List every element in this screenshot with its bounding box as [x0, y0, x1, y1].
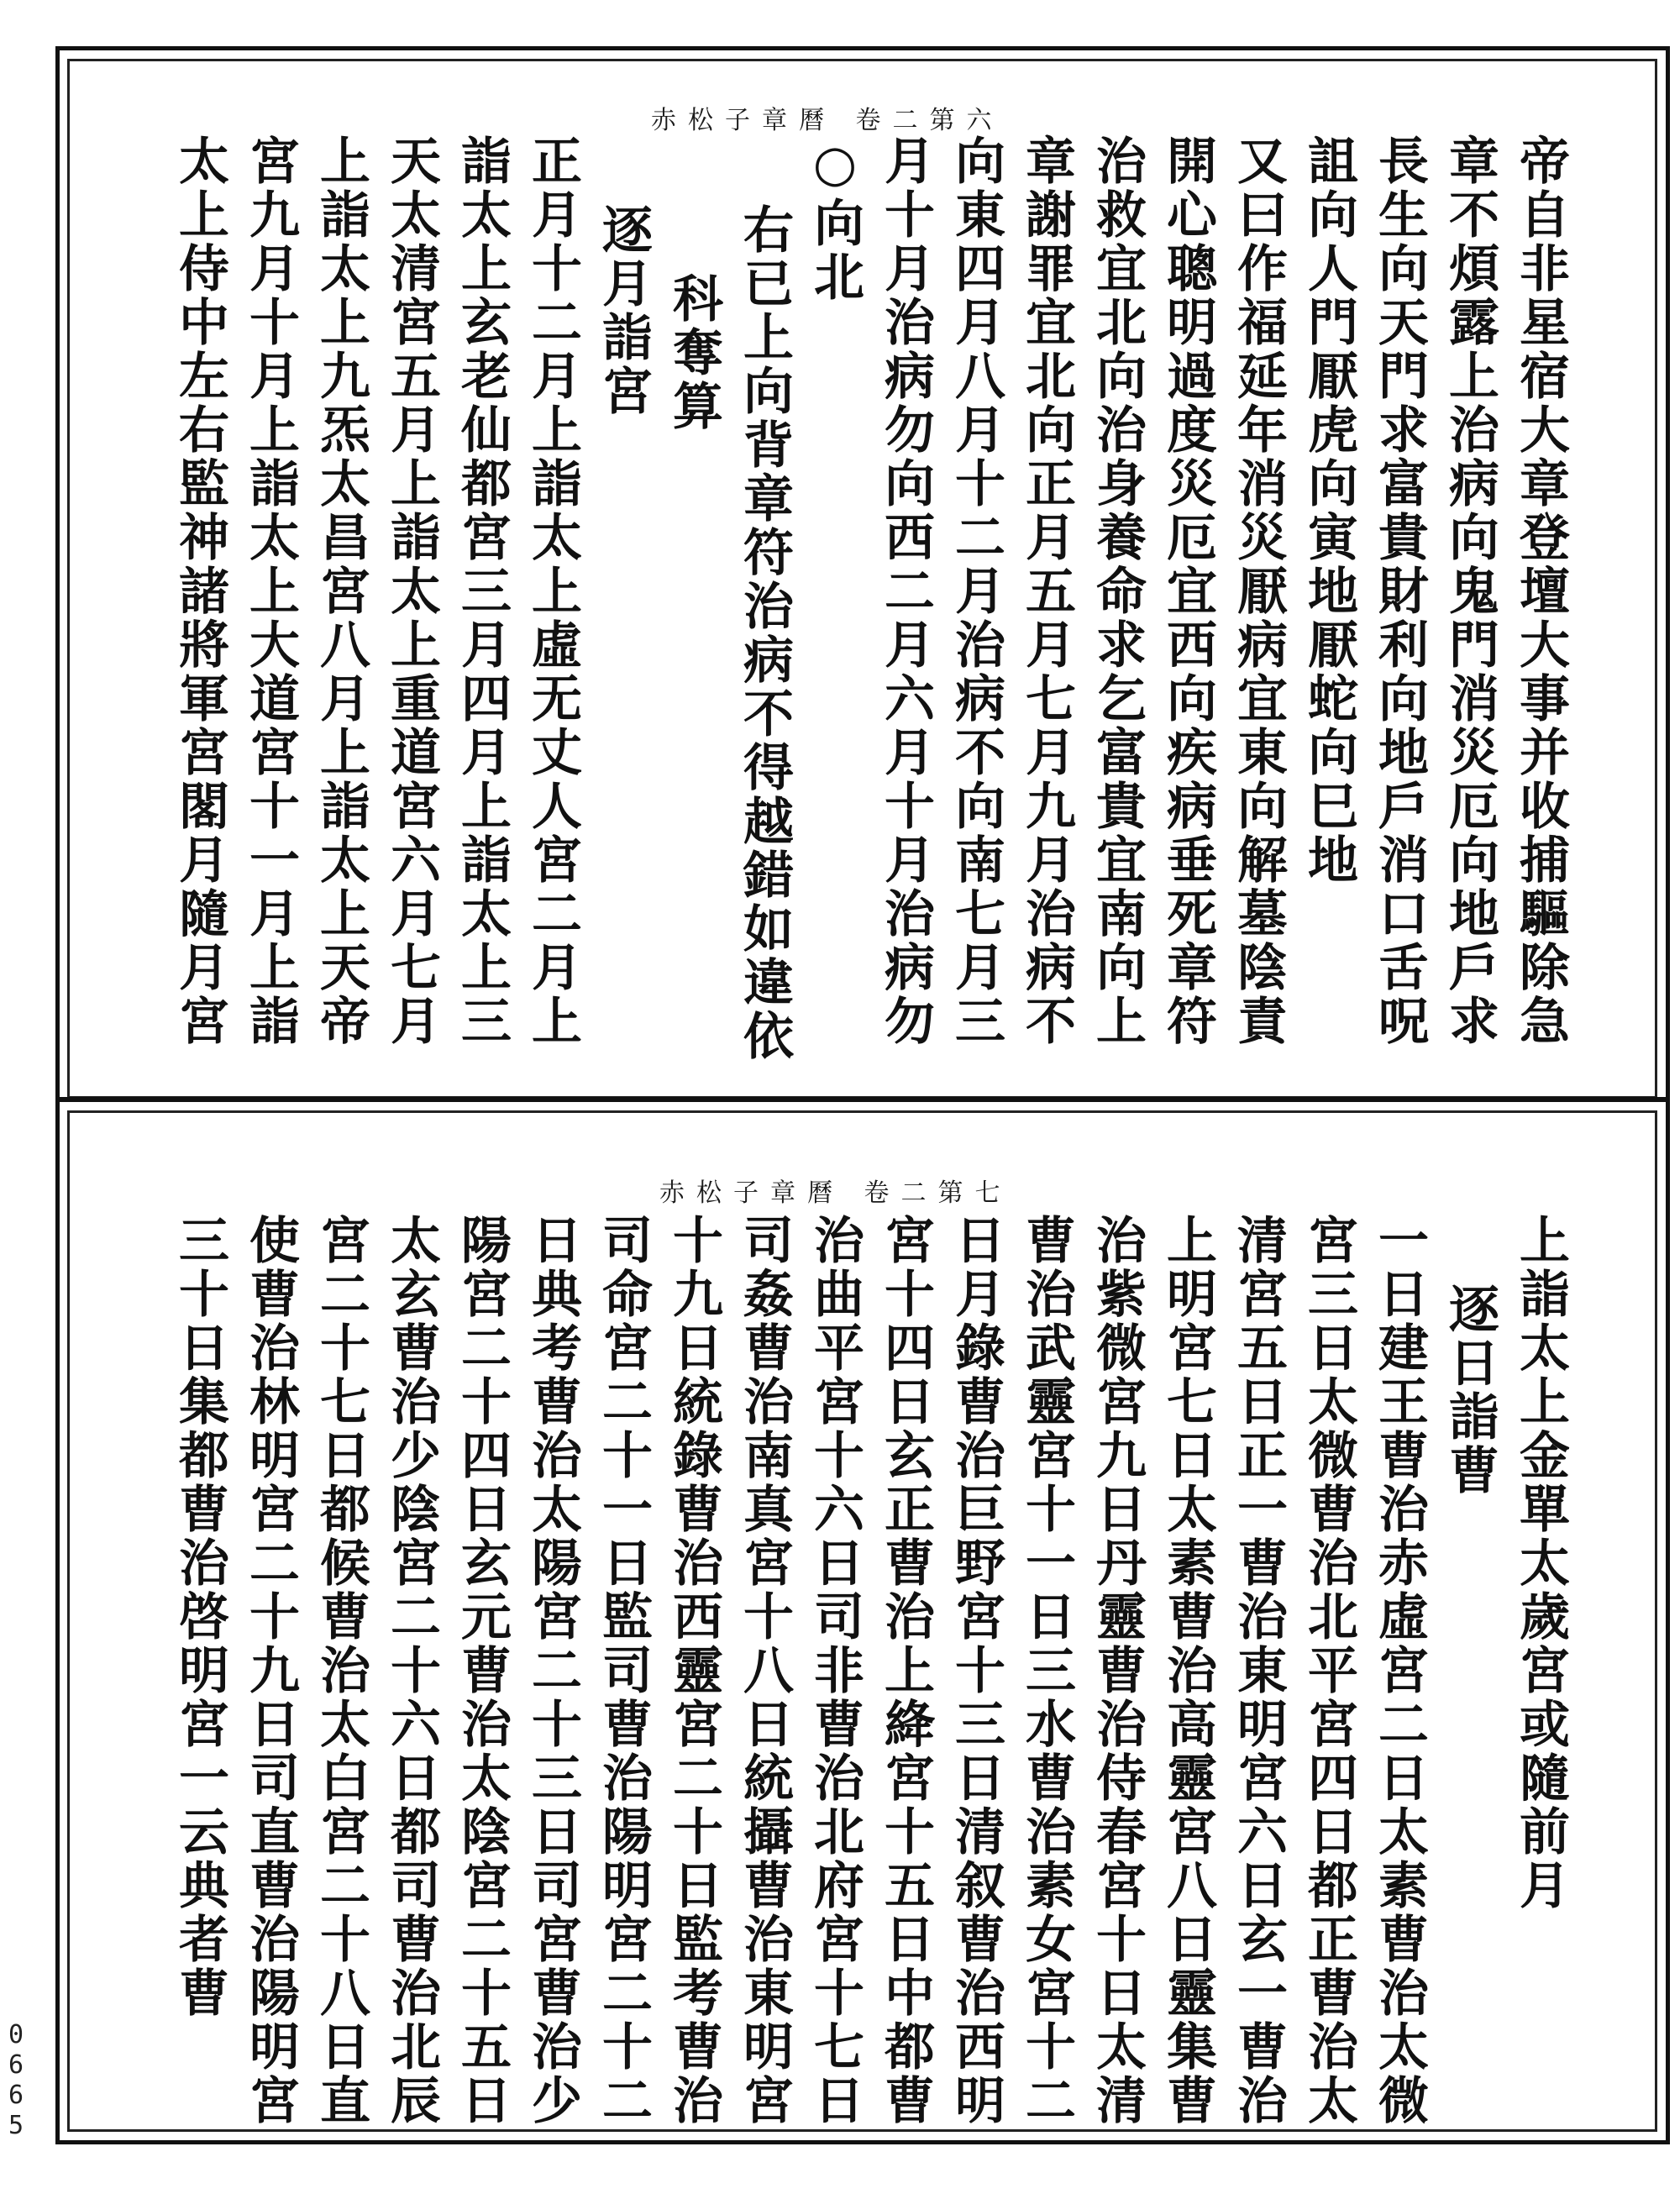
text-column: 曹治武靈宮十一日三水曹治素女宮十二 [1017, 1214, 1076, 2128]
text-column: 章謝罪宜北向正月五月七月九月治病不 [1017, 134, 1076, 1048]
text-column: 月十月治病勿向西二月六月十月治病勿 [876, 134, 935, 1048]
page-divider [55, 1097, 1670, 1102]
text-column: 上詣太上金單太歲宮或隨前月 [1511, 1214, 1570, 1913]
bottom-page-text [97, 1214, 1575, 2128]
text-column: 長生向天門求富貴財利向地戶消口舌呪 [1370, 134, 1429, 1048]
text-column: 詣太上玄老仙都宮三月四月上詣太上三 [453, 134, 512, 1048]
text-column: 正月十二月上詣太上虛无丈人宮二月上 [523, 134, 582, 1048]
section-heading: 逐月詣宮 [594, 203, 653, 418]
text-column: 治救宜北向治身養命求乞富貴宜南向上 [1088, 134, 1147, 1048]
text-column: 日典考曹治太陽宮二十三日司宮曹治少 [523, 1214, 582, 2128]
text-column: 司命宮二十一日監司曹治陽明宮二十二 [594, 1214, 653, 2128]
text-column: 日月錄曹治巨野宮十三日清叙曹治西明 [947, 1214, 1005, 2128]
text-column: 天太清宮五月上詣太上重道宮六月七月 [382, 134, 441, 1048]
text-column: 陽宮二十四日玄元曹治太陰宮二十五日 [453, 1214, 512, 2128]
text-column: 太上侍中左右監神諸將軍宮閣月隨月宮 [171, 134, 229, 1048]
text-column: 治曲平宮十六日司非曹治北府宮十七日 [806, 1214, 864, 2128]
text-column: 科奪算 [664, 272, 723, 433]
text-column: 司姦曹治南真宮十八日統攝曹治東明宮 [735, 1214, 794, 2128]
text-column: 章不煩露上治病向鬼門消災厄向地戶求 [1441, 134, 1499, 1048]
top-page-text [97, 134, 1575, 1063]
text-column: 向東四月八月十二月治病不向南七月三 [947, 134, 1005, 1048]
text-column: 上明宮七日太素曹治高靈宮八日靈集曹 [1158, 1214, 1217, 2128]
text-column: 太玄曹治少陰宮二十六日都司曹治北辰 [382, 1214, 441, 2128]
text-column: 十九日統錄曹治西靈宮二十日監考曹治 [664, 1214, 723, 2128]
text-column: 清宮五日正一曹治東明宮六日玄一曹治 [1229, 1214, 1288, 2128]
text-column: 宮十四日玄正曹治上絳宮十五日中都曹 [876, 1214, 935, 2128]
text-column: 宮三日太微曹治北平宮四日都正曹治太 [1299, 1214, 1358, 2128]
bottom-page-header: 赤松子章曆 卷二第七 [659, 1178, 1012, 1208]
text-column: 三十日集都曹治啓明宮一云典者曹 [171, 1214, 229, 2020]
text-column: 一日建王曹治赤虛宮二日太素曹治太微 [1370, 1214, 1429, 2128]
text-column: 治紫微宮九日丹靈曹治侍春宮十日太清 [1088, 1214, 1147, 2128]
text-column: 右已上向背章符治病不得越錯如違依 [735, 203, 794, 1063]
text-column: 詛向人門厭虎向寅地厭蛇向巳地 [1299, 134, 1358, 887]
top-page-header: 赤松子章曆 卷二第六 [651, 106, 1004, 135]
text-column: 又曰作福延年消災厭病宜東向解墓陰責 [1229, 134, 1288, 1048]
text-column: 開心聰明過度災厄宜西向疾病垂死章符 [1158, 134, 1217, 1048]
text-column: 宮二十七日都候曹治太白宮二十八日直 [312, 1214, 370, 2128]
margin-page-number: 0665 [8, 2020, 24, 2140]
text-column: 使曹治林明宮二十九日司直曹治陽明宮 [241, 1214, 300, 2128]
text-column: 上詣太上九炁太昌宮八月上詣太上天帝 [312, 134, 370, 1048]
text-column: 帝自非星宿大章登壇大事并收捕驅除急 [1511, 134, 1570, 1048]
section-heading: 逐日詣曹 [1441, 1283, 1499, 1498]
text-column: ○向北 [806, 134, 864, 304]
text-column: 宮九月十月上詣太上大道宮十一月上詣 [241, 134, 300, 1048]
